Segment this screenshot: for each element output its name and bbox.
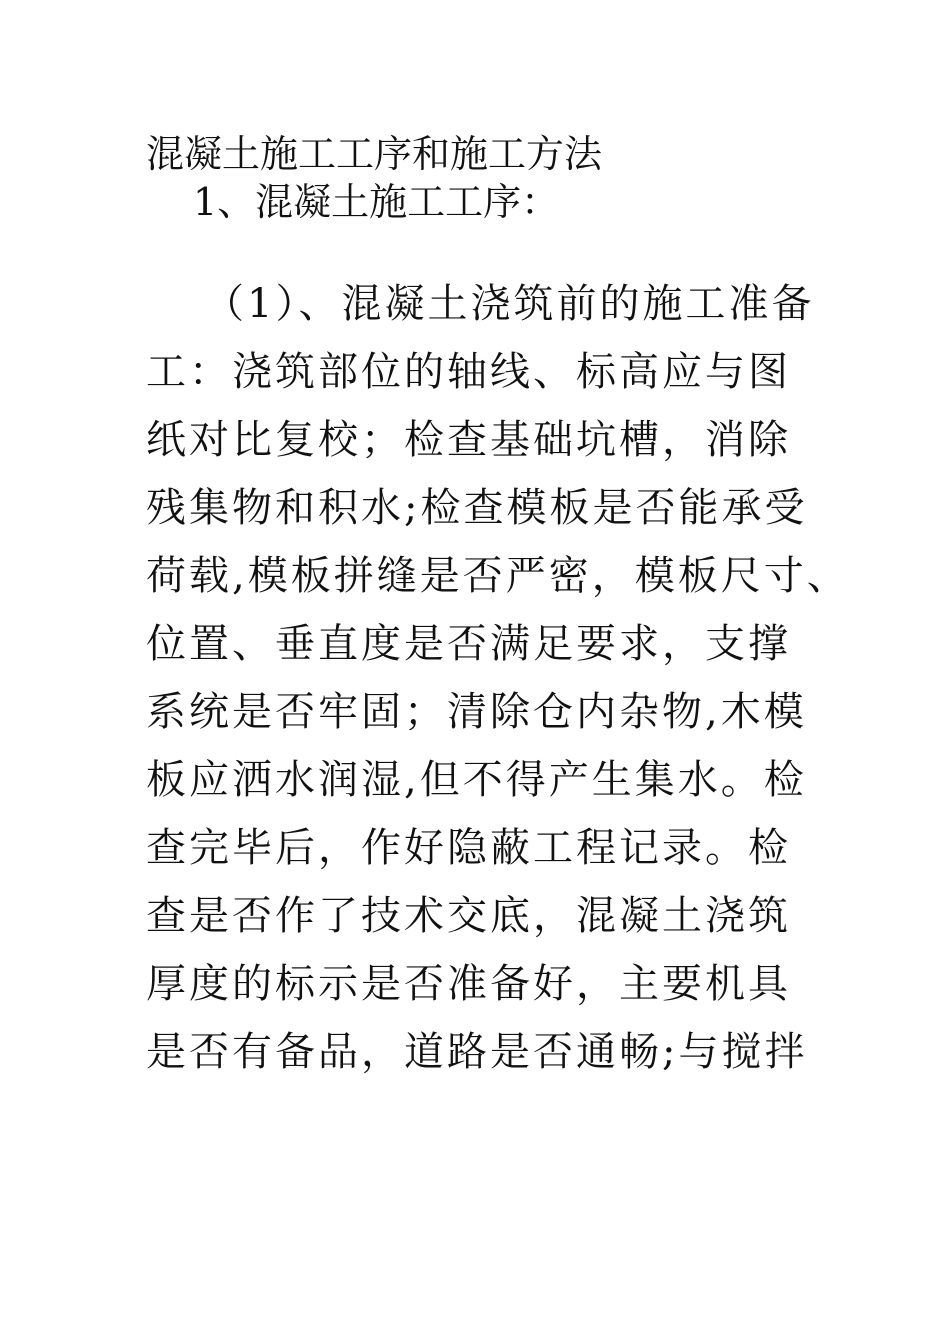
body-line: 厚度的标示是否准备好，主要机具	[146, 961, 791, 1007]
body-line: 位置、垂直度是否满足要求，支撑	[146, 621, 791, 667]
body-line: 工：浇筑部位的轴线、标高应与图	[146, 349, 791, 395]
body-line: 查是否作了技术交底，混凝土浇筑	[146, 893, 791, 939]
body-text	[146, 270, 946, 1086]
body-line: 是否有备品，道路是否通畅;与搅拌	[146, 1029, 808, 1075]
body-line: 系统是否牢固；清除仓内杂物,木模	[146, 689, 807, 735]
body-line: 板应洒水润湿,但不得产生集水。检	[146, 757, 807, 803]
body-line: 纸对比复校；检查基础坑槽，消除	[146, 417, 791, 463]
body-line: 查完毕后，作好隐蔽工程记录。检	[146, 825, 791, 871]
section-heading: 1、混凝土施工工序：	[193, 180, 560, 224]
document-title: 混凝土施工工序和施工方法	[146, 132, 603, 176]
body-line: 残集物和积水;检查模板是否能承受	[146, 485, 808, 531]
body-line: （1）、混凝土浇筑前的施工准备	[204, 281, 815, 327]
body-line: 荷载,模板拼缝是否严密，模板尺寸、	[146, 553, 850, 599]
